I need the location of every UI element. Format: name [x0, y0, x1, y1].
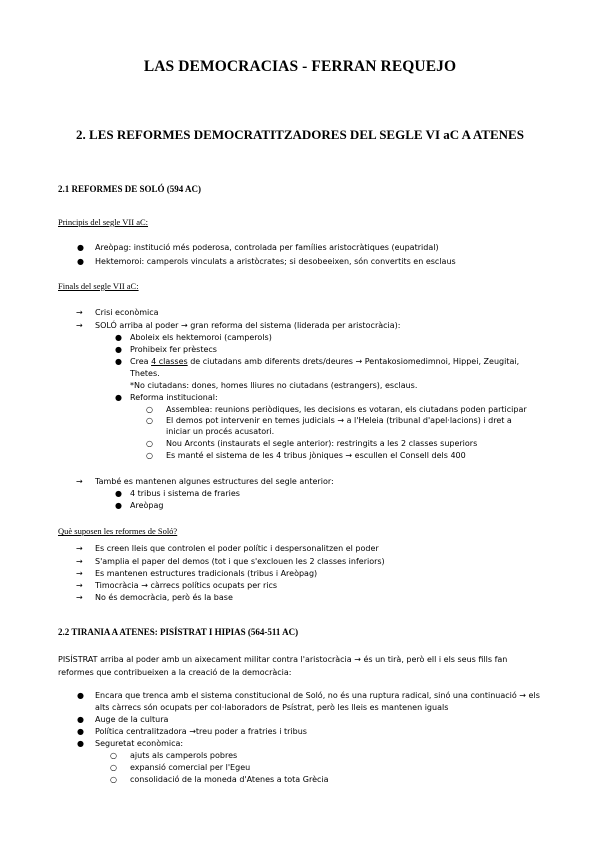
list-item: Es creen lleis que controlen el poder polític i despersonalitzen el poder: [95, 544, 379, 553]
list-item: S'amplia el paper del demos (tot i que s'exclouen les 2 classes inferiors): [95, 557, 385, 566]
list-item-cont: alts càrrecs són ocupats per col·laboradors de Psístrat, però les lleis es mantenen iguals: [95, 703, 449, 712]
circle-bullet-icon: ○: [110, 775, 117, 784]
list-item: Aboleix els hektemoroi (camperols): [130, 333, 272, 342]
principis-label: Principis del segle VII aC:: [58, 217, 149, 227]
bullet-icon: ●: [115, 489, 122, 498]
que-suposen-label: Què suposen les reformes de Soló?: [58, 526, 178, 536]
pisistrat-name: PISÍSTRAT: [58, 655, 98, 664]
list-item: expansió comercial per l'Egeu: [130, 763, 251, 772]
list-item-classes: [130, 356, 519, 367]
list-item: Es mantenen estructures tradicionals (tribus i Areòpag): [95, 569, 318, 578]
subsection-heading-solo: 2.1 REFORMES DE SOLÓ (594 AC): [58, 184, 202, 194]
list-item-cont: Thetes.: [130, 369, 160, 378]
solo-name: SOLÓ: [95, 321, 117, 330]
arrow-icon: →: [76, 321, 83, 330]
list-item: Areòpag: [130, 501, 164, 510]
list-item: Seguretat econòmica:: [95, 739, 184, 748]
arrow-icon: →: [76, 569, 83, 578]
bullet-icon: ●: [77, 691, 84, 700]
list-item: Prohibeix fer prèstecs: [130, 345, 217, 354]
arrow-icon: →: [76, 581, 83, 590]
list-item: No és democràcia, però és la base: [95, 593, 233, 602]
list-item: Auge de la cultura: [95, 715, 169, 724]
list-item-solo: [95, 320, 400, 331]
circle-bullet-icon: ○: [110, 751, 117, 760]
arrow-icon: →: [76, 557, 83, 566]
bullet-icon: ●: [77, 727, 84, 736]
intro-text: arriba al poder amb un aixecament militar contra l'aristocràcia → és un tirà, però ell i els seus fills fan: [97, 655, 508, 664]
list-item: Es manté el sistema de les 4 tribus jòniques → escullen el Consell dels 400: [166, 451, 466, 460]
bullet-icon: ●: [77, 257, 84, 266]
bullet-icon: ●: [77, 243, 84, 252]
list-item: Timocràcia → càrrecs polítics ocupats per rics: [95, 581, 278, 590]
document-title: LAS DEMOCRACIAS - FERRAN REQUEJO: [143, 58, 457, 75]
bullet-icon: ●: [77, 739, 84, 748]
list-item: Encara que trenca amb el sistema constitucional de Soló, no és una ruptura radical, sinó una continuació → els: [95, 691, 540, 700]
crea-classes: 4 classes: [151, 357, 188, 366]
bullet-icon: ●: [115, 345, 122, 354]
list-item: Areòpag: institució més poderosa, controlada per famílies aristocràtiques (eupatridal): [95, 243, 439, 252]
arrow-icon: →: [76, 477, 83, 486]
circle-bullet-icon: ○: [110, 763, 117, 772]
list-item: consolidació de la moneda d'Atenes a tota Grècia: [130, 775, 329, 784]
arrow-icon: →: [76, 308, 83, 317]
bullet-icon: ●: [115, 333, 122, 342]
subsection-heading-tirania: 2.2 TIRANIA A ATENES: PISÍSTRAT I HIPIAS (564-511 AC): [58, 627, 299, 637]
circle-bullet-icon: ○: [146, 439, 153, 448]
list-item: Assemblea: reunions periòdiques, les decisions es votaran, els ciutadans poden participar: [166, 405, 527, 414]
solo-text: arriba al poder → gran reforma del sistema (liderada per aristocràcia):: [116, 321, 401, 330]
finals-label: Finals del segle VII aC:: [58, 281, 139, 291]
list-item: Crisi econòmica: [95, 308, 159, 317]
crea-prefix: Crea: [130, 357, 152, 366]
circle-bullet-icon: ○: [146, 405, 153, 414]
list-item: Nou Arconts (instaurats el segle anterior): restringits a les 2 classes superiors: [166, 439, 478, 448]
circle-bullet-icon: ○: [146, 416, 153, 425]
list-item: També es mantenen algunes estructures del segle anterior:: [95, 477, 334, 486]
list-item: Política centralitzadora →treu poder a fratries i tribus: [95, 727, 307, 736]
arrow-icon: →: [76, 544, 83, 553]
list-item: El demos pot intervenir en temes judicials → a l'Heleia (tribunal d'apel·lacions) i dret a: [166, 416, 512, 425]
list-item: Reforma institucional:: [130, 393, 218, 402]
note-no-ciutadans: *No ciutadans: dones, homes lliures no ciutadans (estrangers), esclaus.: [130, 381, 418, 390]
circle-bullet-icon: ○: [146, 451, 153, 460]
bullet-icon: ●: [115, 357, 122, 366]
intro-paragraph: [58, 654, 507, 665]
list-item: Hektemoroi: camperols vinculats a aristòcrates; si desobeeixen, són convertits en esclaus: [95, 257, 456, 266]
section-title: 2. LES REFORMES DEMOCRATITZADORES DEL SEGLE VI aC A ATENES: [76, 127, 524, 142]
bullet-icon: ●: [115, 501, 122, 510]
list-item: 4 tribus i sistema de fraries: [130, 489, 240, 498]
list-item: ajuts als camperols pobres: [130, 751, 238, 760]
intro-paragraph-cont: reformes que contribueixen a la creació de la democràcia:: [58, 668, 292, 677]
arrow-icon: →: [76, 593, 83, 602]
bullet-icon: ●: [115, 393, 122, 402]
crea-suffix: de ciutadans amb diferents drets/deures → Pentakosiomedimnoi, Hippei, Zeugitai,: [187, 357, 520, 366]
bullet-icon: ●: [77, 715, 84, 724]
list-item-cont: iniciar un procés acusatori.: [166, 427, 275, 436]
